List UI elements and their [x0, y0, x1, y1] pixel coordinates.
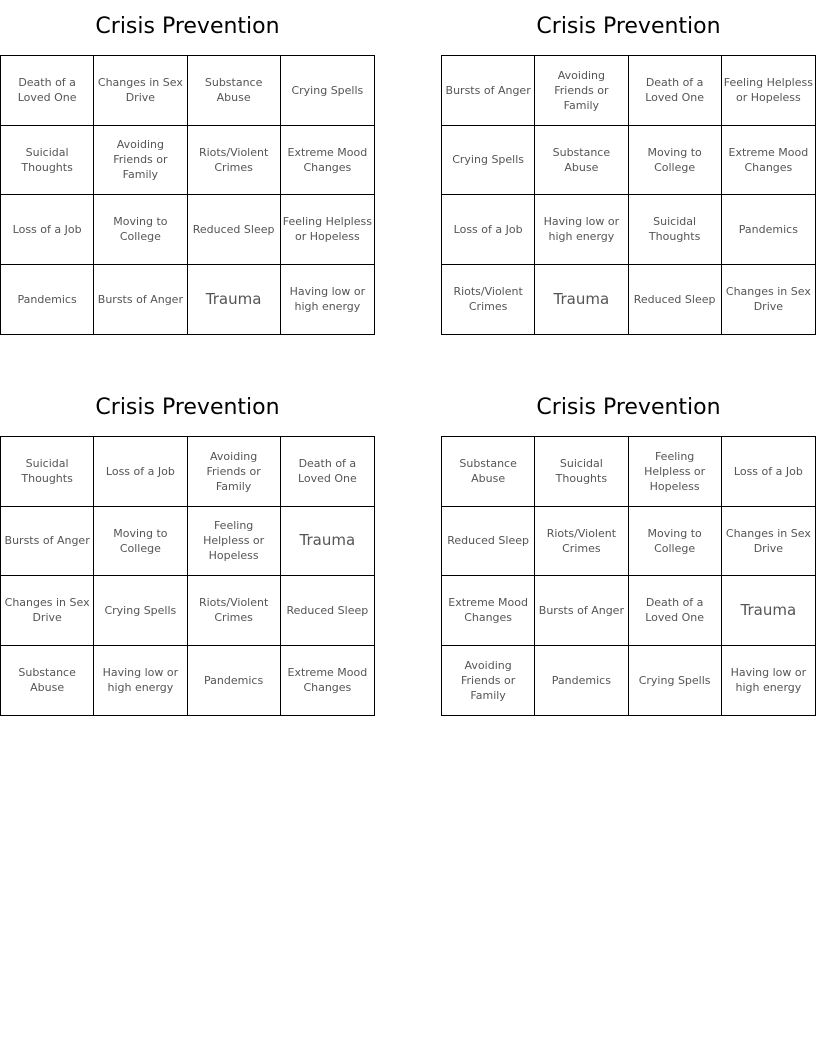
bingo-cell: Bursts of Anger	[442, 56, 535, 126]
bingo-cell: Extreme Mood Changes	[442, 576, 535, 646]
bingo-cell: Having low or high energy	[289, 285, 366, 314]
bingo-grid	[0, 55, 375, 335]
bingo-cell: Death of a Loved One	[281, 437, 374, 507]
bingo-cell: Avoiding Friends or Family	[94, 126, 187, 196]
bingo-cell: Trauma	[188, 265, 281, 335]
bingo-cell: Loss of a Job	[1, 195, 94, 265]
bingo-grid	[441, 436, 816, 716]
bingo-cell: Having low or high energy	[730, 666, 807, 695]
bingo-cell: Reduced Sleep	[281, 576, 374, 646]
bingo-cell: Crying Spells	[629, 646, 722, 716]
bingo-cell: Suicidal Thoughts	[629, 195, 722, 265]
bingo-cell: Bursts of Anger	[94, 265, 187, 335]
bingo-cell: Avoiding Friends or Family	[442, 646, 535, 716]
bingo-cell: Riots/Violent Crimes	[442, 265, 535, 335]
bingo-cell: Pandemics	[1, 265, 94, 335]
bingo-cell: Moving to College	[94, 195, 187, 265]
bingo-cell: Loss of a Job	[442, 195, 535, 265]
bingo-cell: Changes in Sex Drive	[725, 285, 811, 314]
bingo-cell: Suicidal Thoughts	[1, 126, 94, 196]
card-title: Crisis Prevention	[95, 395, 280, 420]
bingo-cell: Reduced Sleep	[188, 195, 281, 265]
bingo-cell: Having low or high energy	[535, 195, 628, 265]
bingo-cell: Reduced Sleep	[629, 265, 722, 335]
bingo-cell: Avoiding Friends or Family	[535, 56, 628, 126]
bingo-cell: Trauma	[281, 507, 374, 577]
bingo-cell: Substance Abuse	[442, 437, 535, 507]
bingo-cell: Substance Abuse	[535, 126, 628, 196]
bingo-cell: Feeling Helpless or Hopeless	[722, 56, 815, 126]
bingo-cell: Changes in Sex Drive	[1, 576, 94, 646]
bingo-cell: Crying Spells	[442, 126, 535, 196]
bingo-cell: Extreme Mood Changes	[281, 126, 374, 196]
bingo-cell: Riots/Violent Crimes	[188, 576, 281, 646]
bingo-cell: Crying Spells	[94, 576, 187, 646]
bingo-cell: Riots/Violent Crimes	[535, 507, 628, 577]
bingo-cell: Death of a Loved One	[1, 56, 94, 126]
bingo-cell: Pandemics	[535, 646, 628, 716]
bingo-cell: Substance Abuse	[188, 56, 281, 126]
bingo-cell: Bursts of Anger	[1, 507, 94, 577]
bingo-cell: Feeling Helpless or Hopeless	[629, 437, 722, 507]
bingo-cell: Having low or high energy	[94, 646, 187, 716]
bingo-cell: Suicidal Thoughts	[535, 437, 628, 507]
bingo-cell: Loss of a Job	[94, 437, 187, 507]
bingo-cell: Moving to College	[629, 507, 722, 577]
card-title: Crisis Prevention	[536, 14, 721, 39]
bingo-cell: Avoiding Friends or Family	[188, 437, 281, 507]
bingo-cell: Trauma	[535, 265, 628, 335]
bingo-cell: Pandemics	[188, 646, 281, 716]
bingo-cell: Riots/Violent Crimes	[188, 126, 281, 196]
bingo-cell: Moving to College	[94, 507, 187, 577]
bingo-cell: Changes in Sex Drive	[722, 507, 815, 577]
bingo-cell: Feeling Helpless or Hopeless	[281, 195, 374, 265]
bingo-cell: Substance Abuse	[1, 646, 94, 716]
bingo-cell: Extreme Mood Changes	[722, 126, 815, 196]
bingo-cell: Loss of a Job	[722, 437, 815, 507]
bingo-cell: Suicidal Thoughts	[1, 437, 94, 507]
bingo-cell: Feeling Helpless or Hopeless	[188, 507, 281, 577]
bingo-grid	[0, 436, 375, 716]
card-title: Crisis Prevention	[95, 14, 280, 39]
bingo-cell: Changes in Sex Drive	[94, 56, 187, 126]
card-title: Crisis Prevention	[536, 395, 721, 420]
bingo-cell: Pandemics	[722, 195, 815, 265]
bingo-cell: Extreme Mood Changes	[287, 666, 368, 695]
bingo-grid	[441, 55, 816, 335]
bingo-cell: Crying Spells	[281, 56, 374, 126]
bingo-cell: Death of a Loved One	[629, 576, 722, 646]
bingo-cell: Trauma	[722, 576, 815, 646]
bingo-cell: Death of a Loved One	[629, 56, 722, 126]
bingo-cell: Reduced Sleep	[442, 507, 535, 577]
bingo-cell: Moving to College	[629, 126, 722, 196]
bingo-cell: Bursts of Anger	[535, 576, 628, 646]
